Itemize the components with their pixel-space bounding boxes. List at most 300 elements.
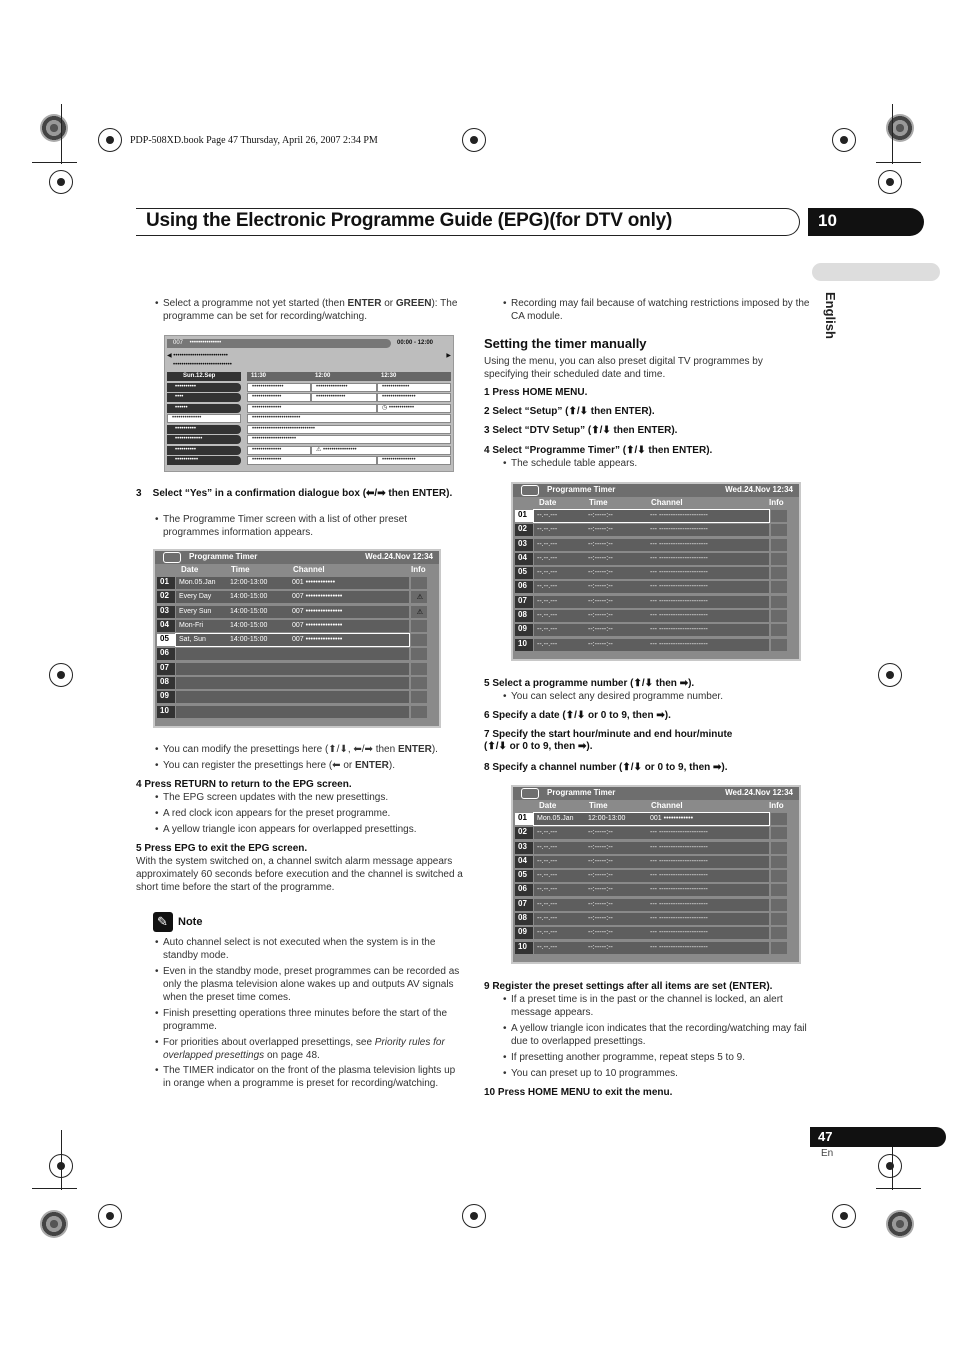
row-channel: --- ---------------------	[650, 554, 708, 562]
right-step-2: 2 Select “Setup” (⬆/⬇ then ENTER).	[484, 406, 655, 417]
row-number: 02	[515, 524, 533, 536]
epg-ch-3: ••••••	[167, 404, 241, 413]
row-channel: --- ---------------------	[650, 583, 708, 591]
row-channel: 007 •••••••••••••••	[292, 636, 343, 644]
row-info	[771, 581, 787, 593]
row-info	[771, 624, 787, 636]
right-step-7a: 7 Specify the start hour/minute and end hour/minute	[484, 729, 733, 740]
row-info	[771, 927, 787, 939]
file-header: PDP-508XD.book Page 47 Thursday, April 26, 2007 2:34 PM	[130, 135, 378, 146]
step-5: 5 Press EPG to exit the EPG screen.	[136, 843, 308, 854]
timer-title-bar	[513, 484, 799, 497]
right-step-1: 1 Press HOME MENU.	[484, 387, 588, 398]
right-step-6: 6 Specify a date (⬆/⬇ or 0 to 9, then ➡).	[484, 710, 671, 721]
timer-icon	[521, 788, 539, 799]
row-info	[771, 610, 787, 622]
epg-prog: ••••••••••••••	[311, 393, 377, 402]
row-channel: 007 •••••••••••••••	[292, 607, 343, 615]
chapter-badge	[808, 208, 924, 236]
chapter-number: 10	[818, 211, 837, 230]
row-date: --.--.---	[537, 943, 558, 951]
right-step-7b: (⬆/⬇ or 0 to 9, then ➡).	[484, 741, 593, 752]
col-time: Time	[589, 498, 608, 507]
epg-time-3: 12:30	[381, 373, 397, 379]
epg-prog: ••••••••••••••••••••••••••••••	[247, 425, 451, 434]
timer-title: Programme Timer	[547, 485, 616, 494]
row-number: 01	[515, 813, 533, 825]
col-channel: Channel	[651, 801, 683, 810]
right-step-8: 8 Specify a channel number (⬆/⬇ or 0 to 9, then ➡).	[484, 762, 728, 773]
row-channel: --- ---------------------	[650, 597, 708, 605]
crop-line	[32, 162, 77, 163]
epg-prog-warn: ⚠ ••••••••••••••••	[311, 446, 451, 455]
note-1: • Auto channel select is not executed when the system is in the standby mode.	[145, 936, 465, 962]
reg-mark-tc	[462, 128, 486, 152]
epg-prog: •••••••••••••••••••••••	[247, 414, 451, 423]
row-date: --.--.---	[537, 569, 558, 577]
crop-line	[32, 1188, 77, 1189]
step-5-paragraph: With the system switched on, a channel switch alarm message appears approximately 60 seconds before execution and the channel is switched a short time before the start of the programme.	[136, 856, 463, 893]
row-info	[771, 942, 787, 954]
row-channel: --- ---------------------	[650, 640, 708, 648]
row-number: 05	[515, 870, 533, 882]
row-time: --:-----:--	[588, 843, 613, 851]
row-number: 03	[157, 606, 175, 618]
step-4: 4 Press RETURN to return to the EPG screen.	[136, 779, 352, 790]
row-date: --.--.---	[537, 626, 558, 634]
programme-timer-screen-3	[511, 785, 801, 964]
reg-mark-tl	[98, 128, 122, 152]
right-step-10: 10 Press HOME MENU to exit the menu.	[484, 1087, 673, 1098]
table-row	[513, 638, 799, 652]
row-channel: --- ---------------------	[650, 929, 708, 937]
reg-mark-br	[832, 1204, 856, 1228]
row-info	[771, 639, 787, 651]
row-info	[771, 553, 787, 565]
row-time: --:-----:--	[588, 829, 613, 837]
epg-prog: ••••••••••••••	[247, 404, 377, 413]
reg-mark-l1	[49, 170, 73, 194]
row-info	[771, 510, 787, 522]
row-channel: --- ---------------------	[650, 943, 708, 951]
step-3-bullet: • The Programme Timer screen with a list of other preset programmes information appears.	[145, 513, 445, 539]
row-time: --:-----:--	[588, 929, 613, 937]
table-row	[513, 623, 799, 637]
row-channel: --- ---------------------	[650, 626, 708, 634]
step-4-bullet-2: • A red clock icon appears for the preset programme.	[145, 807, 465, 820]
row-number: 01	[515, 510, 533, 522]
row-number: 09	[515, 624, 533, 636]
row-body	[176, 663, 409, 675]
crop-disc-top-left	[40, 114, 68, 142]
row-info	[411, 577, 427, 589]
row-date: --.--.---	[537, 640, 558, 648]
reg-mark-r1	[878, 170, 902, 194]
epg-time-1: 11:30	[251, 373, 267, 379]
reg-mark-r2	[878, 663, 902, 687]
row-number: 06	[515, 581, 533, 593]
row-number: 04	[515, 856, 533, 868]
epg-ch-8: •••••••••••	[167, 456, 241, 465]
row-info	[771, 913, 787, 925]
row-time: --:-----:--	[588, 626, 613, 634]
epg-prog: •••••••••••••••••••••	[247, 435, 451, 444]
table-row	[513, 538, 799, 552]
row-number: 10	[515, 639, 533, 651]
row-channel: --- ---------------------	[650, 540, 708, 548]
row-channel: --- ---------------------	[650, 526, 708, 534]
row-info	[411, 677, 427, 689]
crop-line	[876, 1188, 921, 1189]
row-date: --.--.---	[537, 526, 558, 534]
row-number: 07	[515, 596, 533, 608]
epg-ch-2: ••••	[167, 393, 241, 402]
row-time: --:-----:--	[588, 872, 613, 880]
row-date: --.--.---	[537, 843, 558, 851]
epg-prog: ••••••••••••••	[247, 456, 377, 465]
table-row	[155, 647, 439, 661]
epg-prog-clock: ◷ ••••••••••••	[377, 404, 451, 413]
row-channel: --- ---------------------	[650, 886, 708, 894]
epg-prog: •••••••••••••••	[247, 383, 311, 392]
row-time: --:-----:--	[588, 943, 613, 951]
row-time: --:-----:--	[588, 540, 613, 548]
row-time: --:-----:--	[588, 886, 613, 894]
row-time: --:-----:--	[588, 597, 613, 605]
crop-disc-bottom-right	[886, 1210, 914, 1238]
right-step-3: 3 Select “DTV Setup” (⬆/⬇ then ENTER).	[484, 425, 678, 436]
row-channel: --- ---------------------	[650, 612, 708, 620]
row-time: --:-----:--	[588, 640, 613, 648]
right-step-9-bullet-1: • If a preset time is in the past or the channel is locked, an alert message appears.	[493, 993, 808, 1019]
reg-mark-bl	[98, 1204, 122, 1228]
row-number: 07	[515, 899, 533, 911]
row-info	[411, 648, 427, 660]
row-info	[771, 813, 787, 825]
table-row	[513, 841, 799, 855]
table-row	[513, 883, 799, 897]
right-step-9-bullet-3: • If presetting another programme, repeat steps 5 to 9.	[493, 1051, 808, 1064]
row-number: 05	[515, 567, 533, 579]
note-label: Note	[178, 916, 203, 928]
right-step-4-bullet: • The schedule table appears.	[493, 457, 793, 470]
row-time: 14:00-15:00	[230, 636, 268, 644]
row-date: --.--.---	[537, 900, 558, 908]
row-channel: --- ---------------------	[650, 829, 708, 837]
row-date: --.--.---	[537, 857, 558, 865]
note-4: • For priorities about overlapped presettings, see Priority rules for overlapped presettings on page 48.	[145, 1036, 465, 1062]
row-date: Mon.05.Jan	[179, 579, 216, 586]
col-channel: Channel	[651, 498, 683, 507]
row-channel: 007 •••••••••••••••	[292, 621, 343, 629]
row-number: 09	[157, 691, 175, 703]
row-info	[771, 596, 787, 608]
row-channel: 001 ••••••••••••	[292, 579, 336, 586]
col-info: Info	[769, 801, 784, 810]
table-row	[513, 926, 799, 940]
programme-timer-screen-2	[511, 482, 801, 661]
row-number: 06	[515, 884, 533, 896]
step-4-bullet-3: • A yellow triangle icon appears for overlapped presettings.	[145, 823, 465, 836]
reg-mark-l2	[49, 663, 73, 687]
timer-datetime: Wed.24.Nov 12:34	[365, 552, 433, 561]
table-row	[513, 812, 799, 826]
row-time: --:-----:--	[588, 857, 613, 865]
col-date: Date	[181, 565, 199, 574]
section-intro: Using the menu, you can also preset digital TV programmes by specifying their scheduled date and time.	[484, 356, 763, 380]
row-number: 09	[515, 927, 533, 939]
epg-info-line2: ••••••••••••••••••••••••••••	[173, 362, 232, 368]
note-3: • Finish presetting operations three minutes before the start of the programme.	[145, 1007, 465, 1033]
row-number: 02	[157, 591, 175, 603]
row-number: 04	[515, 553, 533, 565]
row-body	[176, 677, 409, 689]
timer-datetime: Wed.24.Nov 12:34	[725, 788, 793, 797]
row-info	[771, 899, 787, 911]
table-row	[155, 590, 439, 604]
right-step-9-bullet-2: • A yellow triangle icon indicates that the recording/watching may fail due to overlapped presettings.	[493, 1022, 808, 1048]
row-info	[411, 691, 427, 703]
programme-timer-screen-1	[153, 549, 441, 728]
row-info	[771, 842, 787, 854]
col-time: Time	[231, 565, 250, 574]
row-time: --:-----:--	[588, 900, 613, 908]
epg-channel: 007	[173, 340, 184, 346]
row-time: --:-----:--	[588, 915, 613, 923]
table-row	[513, 855, 799, 869]
timer-title-bar	[155, 551, 439, 564]
row-time: --:-----:--	[588, 512, 613, 519]
page-number: 47	[818, 1129, 833, 1144]
row-date: --.--.---	[537, 597, 558, 605]
row-time: 12:00-13:00	[230, 579, 268, 586]
table-row	[513, 869, 799, 883]
row-info	[771, 884, 787, 896]
timer-header	[513, 497, 799, 509]
timer-title: Programme Timer	[189, 552, 258, 561]
row-date: Mon.05.Jan	[537, 815, 574, 822]
step-3: 3 Select “Yes” in a confirmation dialogue box (⬅/➡ then ENTER).	[136, 488, 453, 499]
epg-time-header	[247, 372, 451, 381]
table-row	[513, 566, 799, 580]
epg-ch-5: ••••••••••	[167, 425, 241, 434]
table-row	[513, 912, 799, 926]
row-time: --:-----:--	[588, 526, 613, 534]
reg-mark-r3	[878, 1154, 902, 1178]
epg-prog: ••••••••••••••	[247, 446, 311, 455]
row-time: 14:00-15:00	[230, 607, 268, 615]
right-step-5: 5 Select a programme number (⬆/⬇ then ➡).	[484, 678, 695, 689]
row-channel: 001 ••••••••••••	[650, 815, 694, 822]
reg-mark-tr	[832, 128, 856, 152]
row-date: --.--.---	[537, 583, 558, 591]
section-title: Setting the timer manually	[484, 336, 647, 351]
row-date: --.--.---	[537, 540, 558, 548]
page-title: Using the Electronic Programme Guide (EPG)(for DTV only)	[146, 210, 673, 231]
crop-line	[892, 104, 893, 164]
timer-icon	[163, 552, 181, 563]
epg-ch-1: ••••••••••	[167, 383, 241, 392]
row-channel: --- ---------------------	[650, 843, 708, 851]
epg-time-range: 00:00 - 12:00	[397, 340, 434, 346]
row-info	[771, 856, 787, 868]
row-body	[176, 691, 409, 703]
bullet-select-programme: • Select a programme not yet started (then ENTER or GREEN): The programme can be set for recording/watching.	[145, 297, 460, 323]
row-date: Every Sun	[179, 607, 212, 615]
row-info	[411, 620, 427, 632]
row-channel: --- ---------------------	[650, 900, 708, 908]
page-number-badge	[810, 1127, 946, 1147]
bullet-modify: • You can modify the presettings here (⬆/⬇, ⬅/➡ then ENTER).	[145, 743, 465, 756]
table-row	[513, 898, 799, 912]
row-time: 14:00-15:00	[230, 593, 268, 601]
crop-disc-top-right	[886, 114, 914, 142]
row-number: 04	[157, 620, 175, 632]
timer-datetime: Wed.24.Nov 12:34	[725, 485, 793, 494]
row-date: --.--.---	[537, 554, 558, 562]
epg-prog: ••••••••••••••••	[377, 393, 451, 402]
epg-ch-4-selected: ••••••••••••••	[167, 414, 241, 423]
row-info	[411, 634, 427, 646]
row-number: 01	[157, 577, 175, 589]
row-body	[176, 706, 409, 718]
note-5: • The TIMER indicator on the front of the plasma television lights up in orange when a programme is preset for recording/watching.	[145, 1064, 465, 1090]
row-number: 10	[157, 706, 175, 718]
row-info	[771, 870, 787, 882]
row-channel: 007 •••••••••••••••	[292, 593, 343, 601]
row-number: 10	[515, 942, 533, 954]
row-date: --.--.---	[537, 872, 558, 880]
row-info	[771, 827, 787, 839]
table-row	[513, 552, 799, 566]
row-time: --:-----:--	[588, 583, 613, 591]
row-time: --:-----:--	[588, 569, 613, 577]
epg-ch-6: •••••••••••••	[167, 435, 241, 444]
language-tab	[812, 263, 940, 281]
crop-line	[876, 162, 921, 163]
warning-icon: ⚠	[416, 608, 423, 616]
table-row	[513, 595, 799, 609]
note-2: • Even in the standby mode, preset programmes can be recorded as only the plasma television alone wakes up and outputs AV signals when the preset time comes.	[145, 965, 465, 1004]
row-channel: --- ---------------------	[650, 512, 708, 519]
row-number: 07	[157, 663, 175, 675]
row-number: 08	[515, 610, 533, 622]
row-info	[771, 524, 787, 536]
row-body	[176, 648, 409, 660]
row-date: Mon-Fri	[179, 621, 204, 629]
row-date: --.--.---	[537, 886, 558, 894]
table-row	[513, 523, 799, 537]
col-info: Info	[411, 565, 426, 574]
right-step-5-bullet: • You can select any desired programme number.	[493, 690, 793, 703]
reg-mark-bc	[462, 1204, 486, 1228]
timer-header	[513, 800, 799, 812]
bullet-ca-module: • Recording may fail because of watching restrictions imposed by the CA module.	[493, 297, 813, 323]
row-date: Every Day	[179, 593, 212, 601]
col-date: Date	[539, 498, 557, 507]
table-row	[513, 609, 799, 623]
step-4-bullet-1: • The EPG screen updates with the new presettings.	[145, 791, 465, 804]
row-date: --.--.---	[537, 512, 558, 519]
row-time: 14:00-15:00	[230, 621, 268, 629]
table-row	[155, 690, 439, 704]
row-number: 06	[157, 648, 175, 660]
epg-info-line: ◀ •••••••••••••••••••••••••• ▶	[167, 353, 451, 359]
row-number: 03	[515, 539, 533, 551]
right-step-4: 4 Select “Programme Timer” (⬆/⬇ then ENTER).	[484, 445, 713, 456]
row-date: --.--.---	[537, 915, 558, 923]
table-row	[155, 633, 439, 647]
row-info	[411, 706, 427, 718]
col-date: Date	[539, 801, 557, 810]
warning-icon: ⚠	[416, 594, 423, 602]
language-label: English	[823, 292, 838, 339]
crop-line	[61, 1130, 62, 1190]
note-icon	[153, 912, 173, 932]
col-time: Time	[589, 801, 608, 810]
epg-prog: ••••••••••••••••	[377, 456, 451, 465]
row-number: 08	[157, 677, 175, 689]
row-number: 08	[515, 913, 533, 925]
row-date: --.--.---	[537, 612, 558, 620]
row-time: 12:00-13:00	[588, 815, 626, 822]
page-lang: En	[821, 1148, 834, 1159]
epg-time-2: 12:00	[315, 373, 331, 379]
row-date: --.--.---	[537, 929, 558, 937]
epg-ch-7: ••••••••••	[167, 446, 241, 455]
col-info: Info	[769, 498, 784, 507]
row-info	[411, 663, 427, 675]
table-row	[513, 941, 799, 955]
table-row	[155, 662, 439, 676]
row-channel: --- ---------------------	[650, 872, 708, 880]
row-number: 03	[515, 842, 533, 854]
timer-header	[155, 564, 439, 576]
row-channel: --- ---------------------	[650, 915, 708, 923]
row-info	[771, 539, 787, 551]
epg-prog: ••••••••••••••	[247, 393, 311, 402]
row-number: 02	[515, 827, 533, 839]
row-number: 05	[157, 634, 175, 646]
row-time: --:-----:--	[588, 612, 613, 620]
timer-title: Programme Timer	[547, 788, 616, 797]
row-date: Sat, Sun	[179, 636, 206, 644]
epg-prog: •••••••••••••••	[311, 383, 377, 392]
table-row	[155, 705, 439, 719]
row-time: --:-----:--	[588, 554, 613, 562]
row-channel: --- ---------------------	[650, 569, 708, 577]
row-date: --.--.---	[537, 829, 558, 837]
right-step-9: 9 Register the preset settings after all items are set (ENTER).	[484, 981, 773, 992]
row-channel: --- ---------------------	[650, 857, 708, 865]
row-info	[771, 567, 787, 579]
col-channel: Channel	[293, 565, 325, 574]
crop-line	[61, 104, 62, 164]
right-step-9-bullet-4: • You can preset up to 10 programmes.	[493, 1067, 808, 1080]
table-row	[155, 576, 439, 590]
timer-icon	[521, 485, 539, 496]
table-row	[513, 509, 799, 523]
epg-screen	[164, 335, 454, 472]
table-row	[513, 580, 799, 594]
crop-disc-bottom-left	[40, 1210, 68, 1238]
table-row	[513, 826, 799, 840]
table-row	[155, 676, 439, 690]
timer-title-bar	[513, 787, 799, 800]
epg-prog: •••••••••••••	[377, 383, 451, 392]
bullet-register: • You can register the presettings here (⬅ or ENTER).	[145, 759, 465, 772]
epg-date-cell: Sun.12.Sep	[167, 372, 241, 381]
